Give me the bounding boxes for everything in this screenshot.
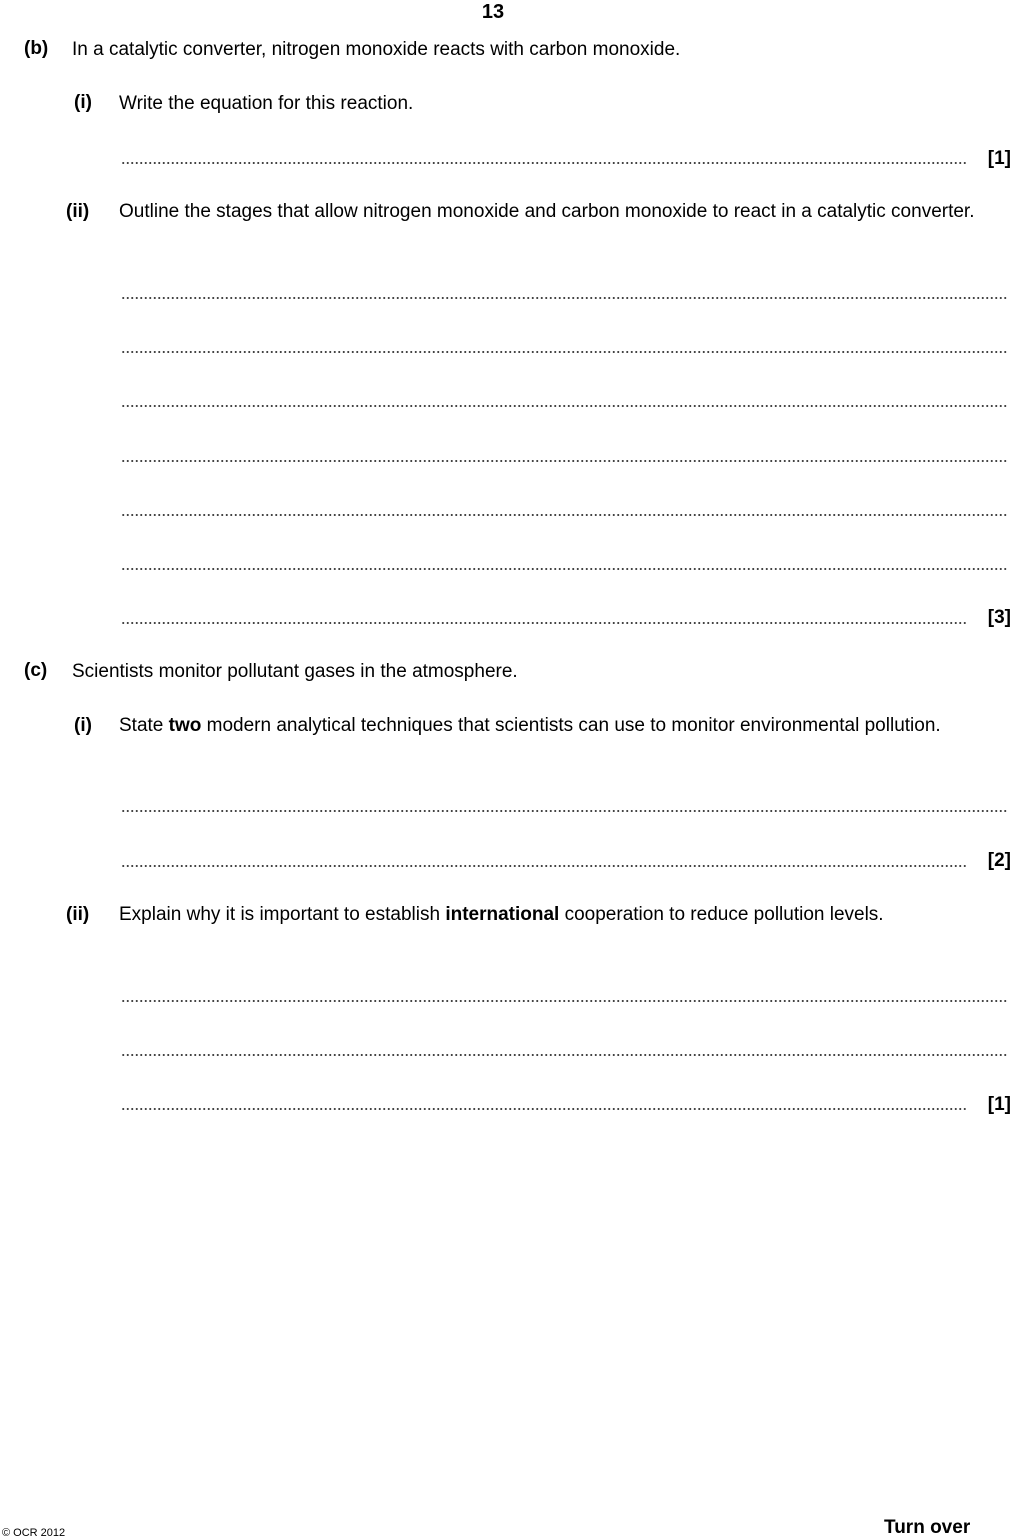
part-c-i-text-start: State xyxy=(119,715,169,736)
part-c-stem: Scientists monitor pollutant gases in the atmosphere. xyxy=(72,661,518,682)
answer-line[interactable] xyxy=(121,1053,1008,1057)
part-c-i-marks: [2] xyxy=(987,850,1011,871)
part-c-i-label: (i) xyxy=(74,715,92,736)
part-c-ii-marks: [1] xyxy=(987,1094,1011,1115)
part-c-ii-label: (ii) xyxy=(66,904,90,925)
page-number: 13 xyxy=(481,1,505,23)
part-c-i-text-end: modern analytical techniques that scientists can use to monitor environmental pollution. xyxy=(201,715,941,736)
answer-line[interactable] xyxy=(121,999,1008,1003)
answer-line[interactable] xyxy=(121,621,967,625)
part-c-ii-text xyxy=(119,901,1010,928)
part-b-label: (b) xyxy=(24,38,49,59)
part-c-i-emphasis: two xyxy=(168,715,202,736)
part-b-i-marks: [1] xyxy=(987,148,1011,169)
part-c-label: (c) xyxy=(24,660,48,681)
part-c-ii-text-start: Explain why it is important to establish xyxy=(119,904,446,925)
answer-line[interactable] xyxy=(121,161,967,165)
part-b-stem: In a catalytic converter, nitrogen monoxide reacts with carbon monoxide. xyxy=(72,39,681,60)
answer-line[interactable] xyxy=(121,296,1008,300)
copyright-notice: © OCR 2012 xyxy=(2,1527,66,1539)
part-b-i-text: Write the equation for this reaction. xyxy=(119,93,414,114)
answer-line[interactable] xyxy=(121,459,1008,463)
part-b-ii-text: Outline the stages that allow nitrogen monoxide and carbon monoxide to react in a catalytic converter. xyxy=(119,201,975,222)
part-c-i-text xyxy=(119,712,1010,739)
answer-line[interactable] xyxy=(121,567,1008,571)
answer-line[interactable] xyxy=(121,404,1008,408)
answer-line[interactable] xyxy=(121,350,1008,354)
answer-line[interactable] xyxy=(121,513,1008,517)
part-b-i-label: (i) xyxy=(74,92,92,113)
part-b-ii-label: (ii) xyxy=(66,201,90,222)
part-b-ii-marks: [3] xyxy=(987,607,1011,628)
turn-over-label: Turn over xyxy=(884,1517,971,1538)
answer-line[interactable] xyxy=(121,864,967,868)
answer-line[interactable] xyxy=(121,1107,967,1111)
answer-line[interactable] xyxy=(121,809,1008,813)
part-c-ii-emphasis: international xyxy=(445,904,560,925)
part-c-ii-text-end: cooperation to reduce pollution levels. xyxy=(559,904,884,925)
